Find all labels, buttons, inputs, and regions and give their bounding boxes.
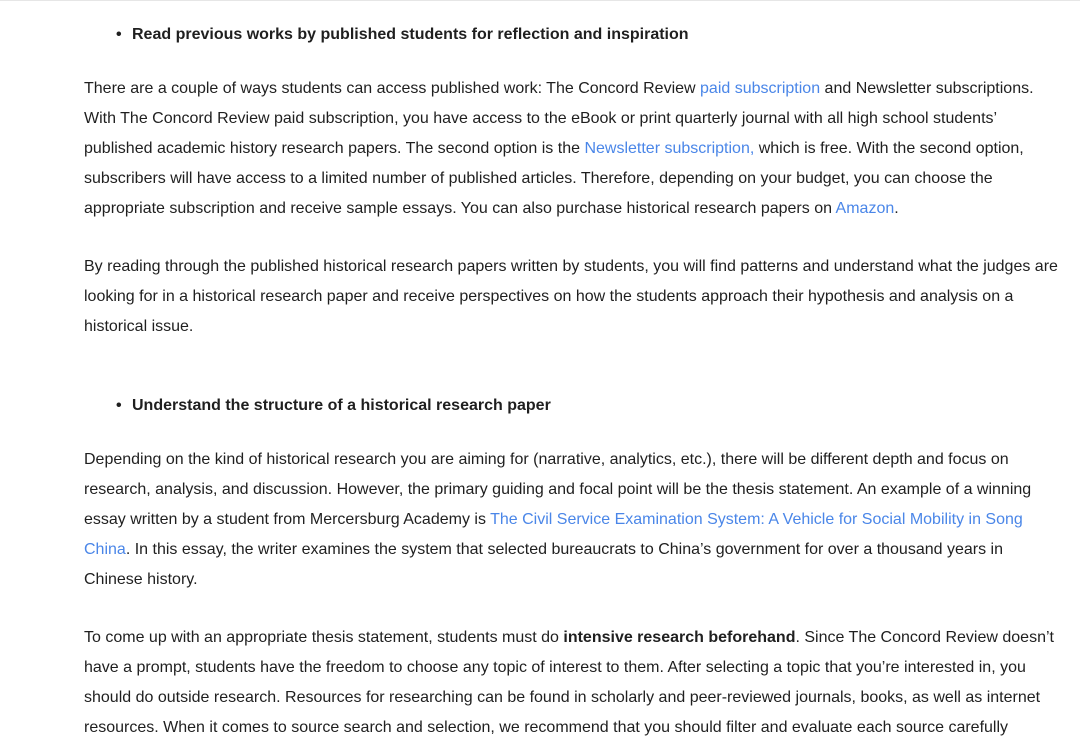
- text-run: . Since The Concord Review doesn’t have a prompt, students have the freedom to choose any topic of interest to them. After selecting a topic that you’re interested in, you should do outside research. Resources for researching can be found in scholarly and peer-reviewed journals, books, as well as internet resources. When it comes to source search and selection, we recommend that you should filter and evaluate each source carefully: [84, 629, 1054, 736]
- text-run: Depending on the kind of historical research you are aiming for (narrative, analytics, etc.), there will be different depth and focus on research, analysis, and discussion. However, the primary guiding and focal point will be the thesis statement. An example of a winning essay written by a student from Mercersburg Academy is: [84, 451, 1032, 528]
- civil-service-essay-link[interactable]: The Civil Service Examination System: A Vehicle for Social Mobility in Song China: [84, 511, 1023, 558]
- text-run: To come up with an appropriate thesis statement, students must do: [84, 629, 564, 646]
- bullet-heading-read-previous-works: [84, 20, 1059, 50]
- text-run: which is free. With the second option, subscribers will have access to a limited number of published articles. Therefore, depending on your budget, you can choose the appropriate subscription and receive sample essays. You can also purchase historical research papers on: [84, 140, 1024, 217]
- paragraph-thesis-statement: [84, 445, 1059, 595]
- paragraph-access-published-work: [84, 74, 1059, 224]
- amazon-link[interactable]: Amazon: [835, 200, 895, 217]
- text-run: .: [894, 200, 899, 217]
- text-run: There are a couple of ways students can access published work: The Concord Review: [84, 80, 701, 97]
- top-divider: [0, 0, 1080, 1]
- bullet-heading-text: Understand the structure of a historical research paper: [132, 397, 551, 414]
- newsletter-subscription-link[interactable]: Newsletter subscription,: [584, 140, 755, 157]
- paid-subscription-link[interactable]: paid subscription: [700, 80, 821, 97]
- text-run: and Newsletter subscriptions. With The Concord Review paid subscription, you have access to the eBook or print quarterly journal with all high school students’ published academic history research papers. The second option is the: [84, 80, 1034, 157]
- emphasis-intensive-research: intensive research beforehand: [563, 629, 796, 646]
- paragraph-reading-patterns: By reading through the published historical research papers written by students, you will find patterns and understand what the judges are looking for in a historical research paper and receive perspectives on how the students approach their hypothesis and analysis on a historical issue.: [84, 258, 1058, 335]
- paragraph-intensive-research: [84, 623, 1059, 736]
- bullet-heading-understand-structure: [84, 391, 1059, 421]
- article-body: [84, 18, 1059, 736]
- text-run: . In this essay, the writer examines the system that selected bureaucrats to China’s government for over a thousand years in Chinese history.: [84, 541, 1003, 588]
- bullet-heading-text: Read previous works by published students for reflection and inspiration: [132, 26, 689, 43]
